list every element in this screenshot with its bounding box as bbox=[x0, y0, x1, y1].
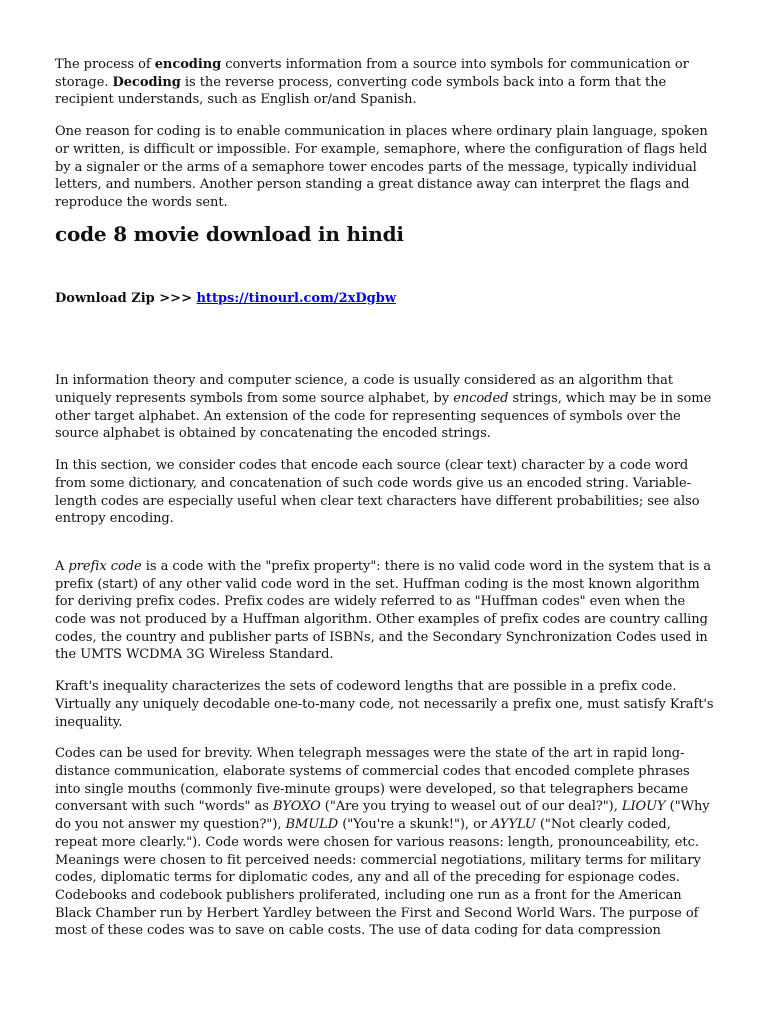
code-word-liouy: LIOUY bbox=[621, 799, 666, 815]
term-encoding: encoding bbox=[154, 57, 222, 72]
download-line bbox=[55, 290, 715, 308]
text-segment: strings, which may be in some other target alphabet. An extension of the code for representing sequences of symbols over the source alphabet is obtained by concatenating the encoded strings. bbox=[55, 391, 712, 442]
text-segment: ("You're a skunk!"), or bbox=[338, 817, 492, 833]
download-label: Download Zip >>> bbox=[55, 290, 197, 306]
download-link[interactable]: https://tinourl.com/2xDgbw bbox=[196, 290, 397, 306]
term-encoded: encoded bbox=[453, 391, 509, 407]
term-decoding: Decoding bbox=[112, 74, 181, 90]
text-segment: A bbox=[55, 558, 69, 574]
code-word-byoxo: BYOXO bbox=[272, 799, 321, 815]
text-segment: is a code with the "prefix property": there is no valid code word in the system that is a prefix (start) of any other valid code word in the set. Huffman coding is the most known algorithm for deriving prefix codes. Prefix codes are widely referred to as "Huffman codes" even when the code was not produced by a Huffman algorithm. Other examples of prefix codes are country calling codes, the country and publisher parts of ISBNs, and the Secondary Synchronization Codes used in the UMTS WCDMA 3G Wireless Standard. bbox=[55, 558, 712, 663]
paragraph-brevity bbox=[55, 745, 715, 940]
text-segment: ("Why do you not answer my question?"), bbox=[55, 799, 710, 833]
paragraph-semaphore: One reason for coding is to enable communication in places where ordinary plain language, spoken or written, is difficult or impossible. For example, semaphore, where the configuration of flags held by a signaler or the arms of a semaphore tower encodes parts of the message, typically individual letters, and numbers. Another person standing a great distance away can interpret the flags and reproduce the words sent. bbox=[55, 124, 708, 210]
page-heading: code 8 movie download in hindi bbox=[55, 221, 404, 246]
term-prefix-code: prefix code bbox=[68, 558, 142, 574]
paragraph-code-definition bbox=[55, 372, 715, 443]
paragraph-prefix-code bbox=[55, 558, 715, 664]
code-word-ayylu: AYYLU bbox=[491, 817, 536, 833]
paragraph-encoding-intro bbox=[55, 56, 715, 109]
text-segment: The process of bbox=[55, 57, 155, 72]
code-word-bmuld: BMULD bbox=[285, 817, 339, 833]
paragraph-kraft: Kraft's inequality characterizes the sets of codeword lengths that are possible in a prefix code. Virtually any uniquely decodable one-to-many code, not necessarily a prefix one, must satisfy Kraft's inequality. bbox=[55, 679, 714, 730]
text-segment: converts information from a source into symbols for communication or storage. bbox=[55, 57, 689, 90]
paragraph-variable-length: In this section, we consider codes that encode each source (clear text) character by a code word from some dictionary, and concatenation of such code words give us an encoded string. Variable-length codes are especially useful when clear text characters have different probabilities; see also entropy encoding. bbox=[55, 458, 700, 527]
text-segment: ("Not clearly coded, repeat more clearly."). Code words were chosen for various reasons: length, pronounceability, etc. Meanings were chosen to fit perceived needs: commercial negotiations, military terms for military codes, diplomatic terms for diplomatic codes, any and all of the preceding for espionage codes. Codebooks and codebook publishers proliferated, including one run as a front for the American Black Chamber run by Herbert Yardley between the First and Second World Wars. The purpose of most of these codes was to save on cable costs. The use of data coding for data compression bbox=[55, 817, 701, 939]
text-segment: ("Are you trying to weasel out of our deal?"), bbox=[320, 799, 622, 815]
document-page bbox=[55, 55, 715, 940]
text-segment: Codes can be used for brevity. When telegraph messages were the state of the art in rapid long-distance communication, elaborate systems of commercial codes that encoded complete phrases into single mouths (commonly five-minute groups) were developed, so that telegraphers became conversant with such "words" as bbox=[55, 746, 690, 815]
text-segment: In information theory and computer science, a code is usually considered as an algorithm that uniquely represents symbols from some source alphabet, by bbox=[55, 373, 673, 407]
text-segment: is the reverse process, converting code symbols back into a form that the recipient understands, such as English or/and Spanish. bbox=[55, 74, 667, 108]
